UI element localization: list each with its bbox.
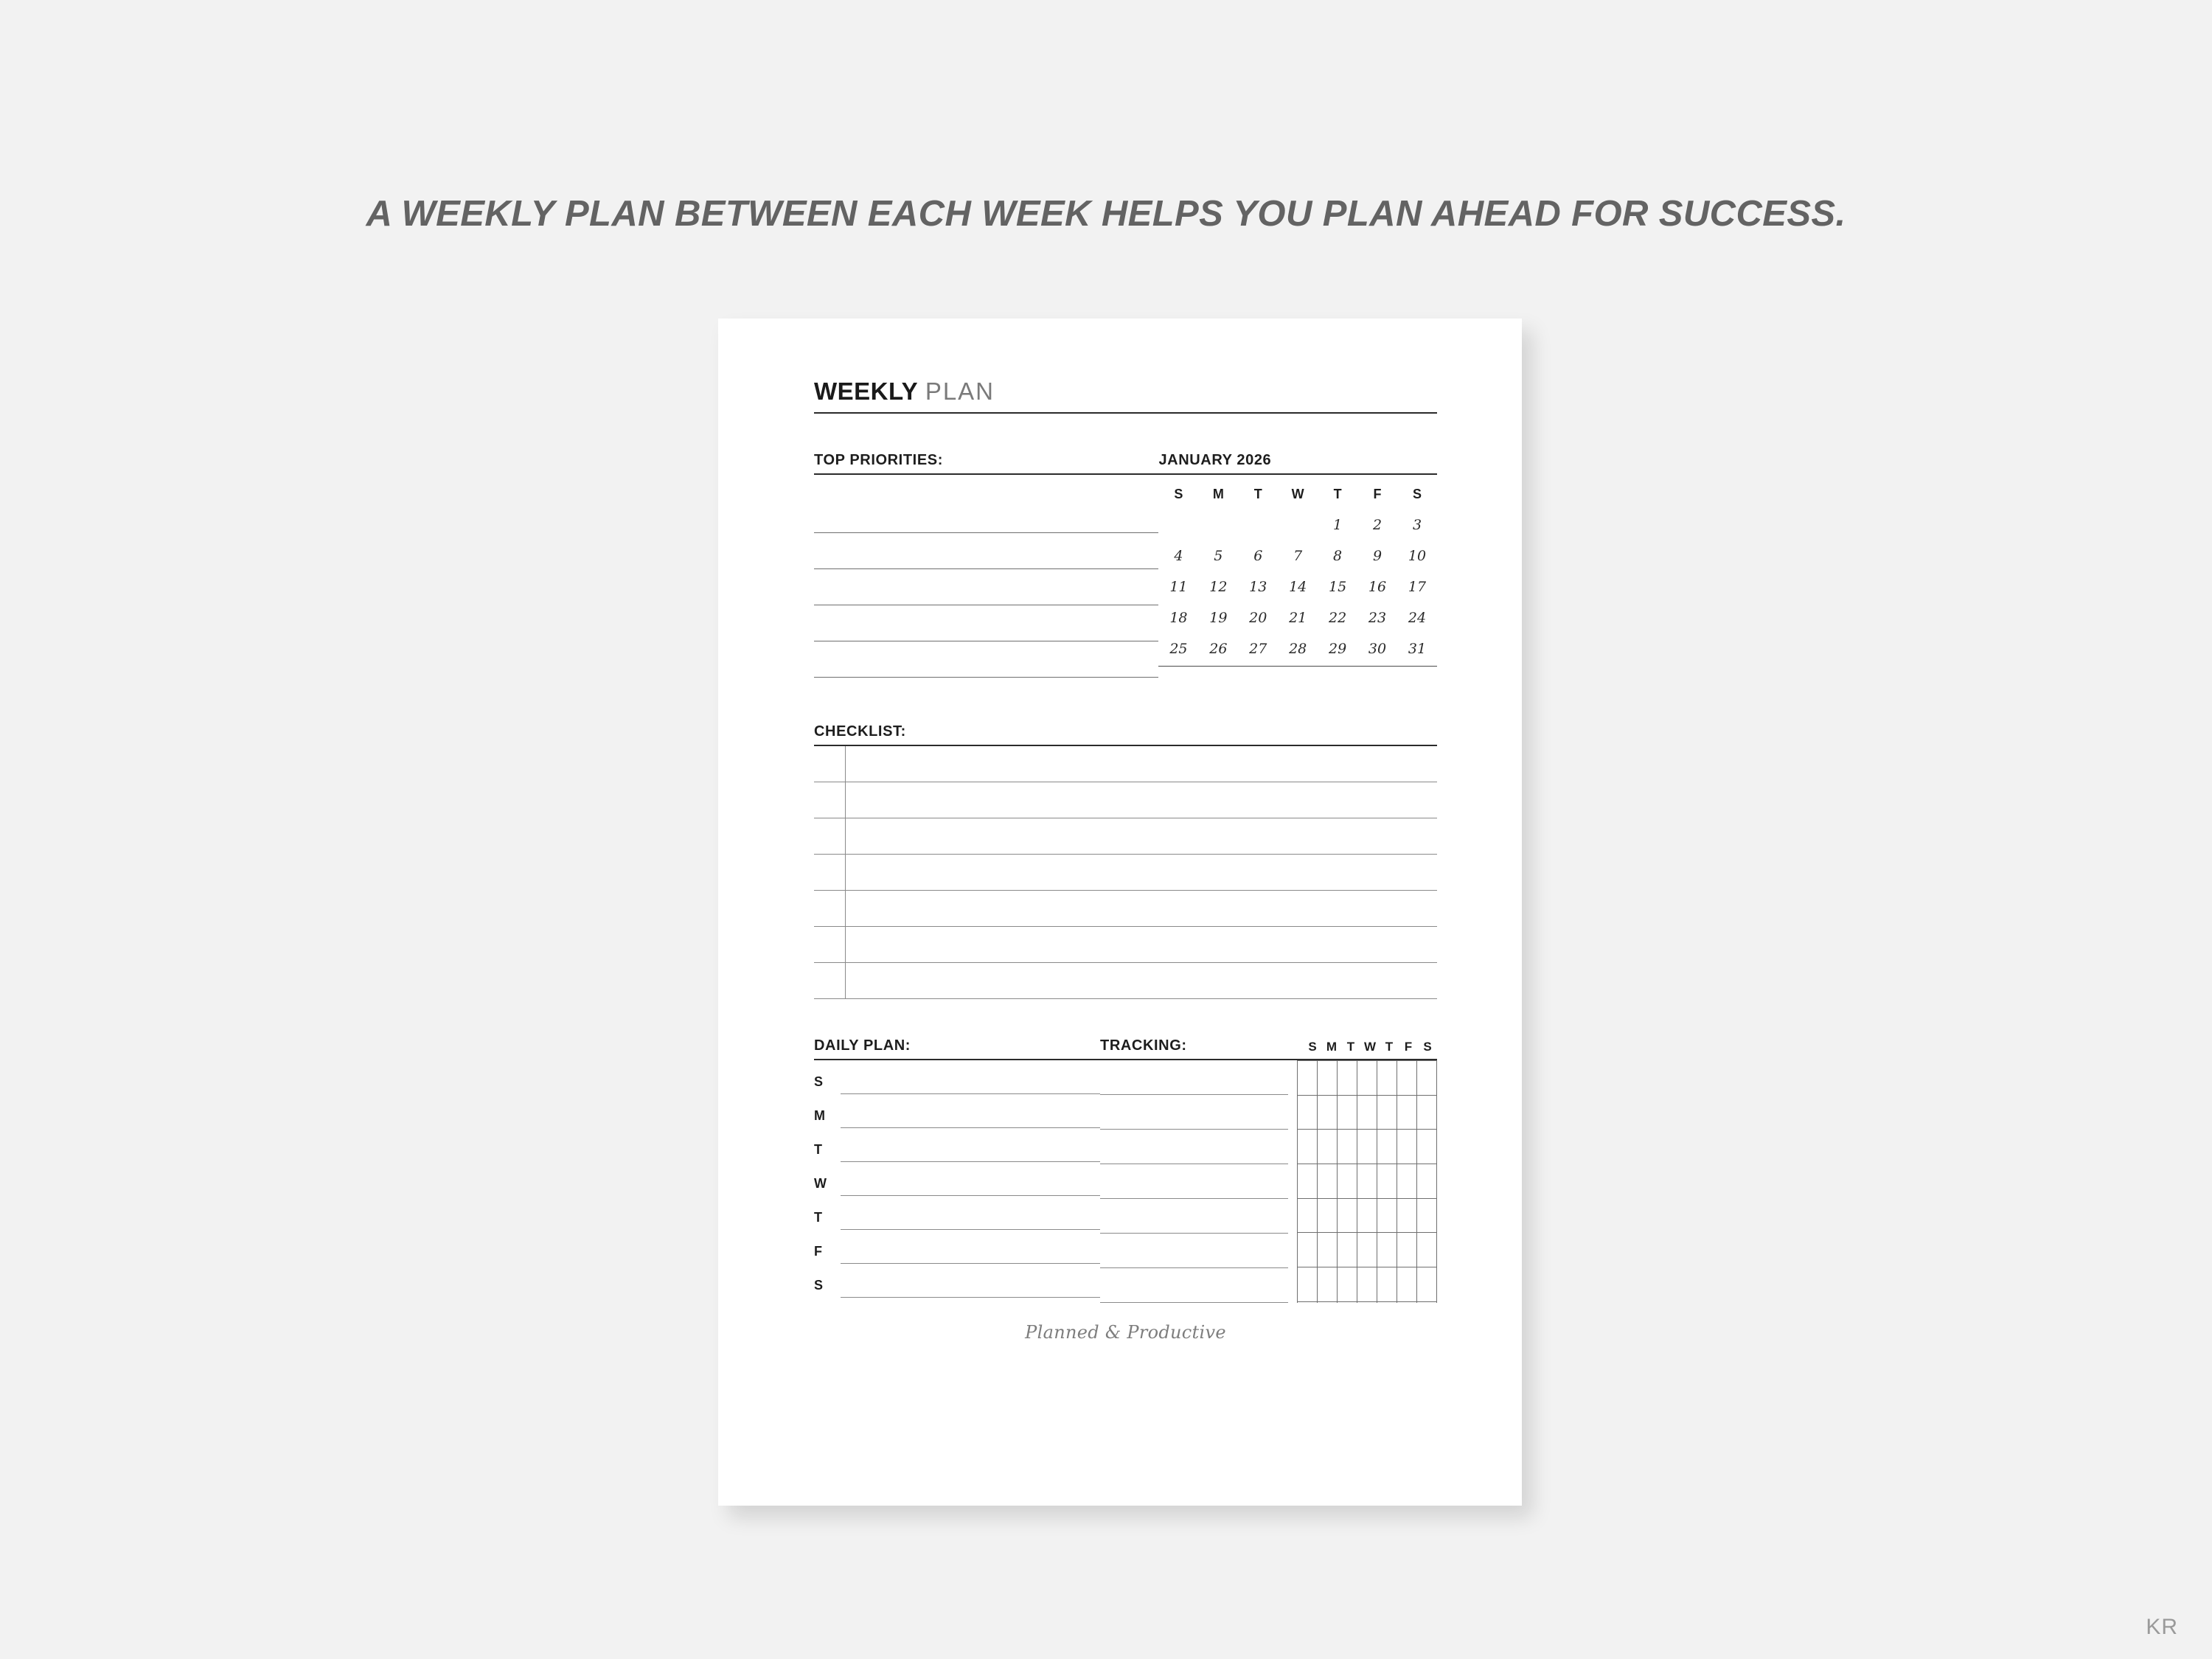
calendar-weekday: S [1412,487,1422,501]
image-watermark: KR [2146,1615,2178,1639]
tracking-cell[interactable] [1298,1130,1317,1164]
tracking-cell[interactable] [1377,1267,1397,1302]
tracking-cell[interactable] [1318,1164,1337,1199]
tracking-cell[interactable] [1377,1096,1397,1130]
checklist-section [814,723,1437,999]
tracking-cell[interactable] [1397,1061,1416,1096]
tracking-weekday: W [1363,1040,1377,1054]
tracking-cell[interactable] [1417,1267,1436,1302]
brand-footer-mark: Planned & Productive [1025,1322,1226,1343]
checklist-row[interactable] [814,927,1437,963]
tracking-weekday-headers [1303,1040,1437,1054]
tracking-cell[interactable] [1338,1233,1357,1267]
calendar-day-cell[interactable]: 22 [1329,610,1347,626]
tracking-cell[interactable] [1397,1267,1416,1302]
calendar-day-cell[interactable]: 28 [1289,641,1307,657]
priority-input-line[interactable] [814,569,1158,605]
daily-plan-day-label: S [814,1074,824,1089]
daily-plan-day-label: W [814,1176,827,1191]
tracking-weekday: T [1385,1040,1394,1054]
top-priorities-label: TOP PRIORITIES: [814,452,943,468]
calendar-weekday: T [1333,487,1342,501]
tracking-grid-column [1417,1061,1437,1303]
tracking-cell[interactable] [1417,1233,1436,1267]
tracking-header [1100,1037,1437,1060]
tracking-cell[interactable] [1298,1233,1317,1267]
bottom-row [814,1037,1437,1303]
tracking-cell[interactable] [1417,1096,1436,1130]
checklist-row[interactable] [814,855,1437,891]
calendar-day-cell[interactable]: 3 [1412,517,1422,533]
tracking-body [1100,1060,1437,1303]
daily-plan-input-line[interactable] [841,1093,1100,1128]
daily-plan-row[interactable] [814,1196,1100,1230]
calendar-weekday: S [1174,487,1183,501]
tracking-cell[interactable] [1338,1199,1357,1234]
top-priorities-section [814,452,1158,678]
calendar-day-cell[interactable]: 20 [1249,610,1267,626]
tracking-cell[interactable] [1338,1130,1357,1164]
daily-plan-day-label: F [814,1244,822,1259]
calendar-weekday: W [1291,487,1304,501]
daily-plan-input-line[interactable] [841,1263,1100,1298]
tracking-habit-line[interactable] [1100,1234,1288,1268]
daily-plan-row[interactable] [814,1094,1100,1128]
calendar-day-cell[interactable]: 9 [1372,548,1382,564]
daily-plan-header [814,1037,1100,1060]
calendar-day-cell[interactable]: 10 [1408,548,1427,564]
tracking-cell[interactable] [1338,1061,1357,1096]
tracking-cell[interactable] [1377,1130,1397,1164]
checklist-header [814,723,1437,746]
tracking-grid-column [1318,1061,1338,1303]
planner-content [814,378,1437,1343]
calendar-day-cell[interactable]: 31 [1408,641,1427,657]
page-title-light: PLAN [925,378,995,405]
calendar-day-cell[interactable]: 27 [1249,641,1267,657]
daily-plan-row[interactable] [814,1128,1100,1162]
daily-plan-input-line[interactable] [841,1195,1100,1230]
tracking-weekday: T [1346,1040,1355,1054]
calendar-day-cell[interactable]: 11 [1169,579,1188,595]
priority-input-line[interactable] [814,641,1158,678]
tracking-cell[interactable] [1357,1199,1377,1234]
calendar-day-cell[interactable]: 2 [1372,517,1382,533]
calendar-weekday: F [1373,487,1382,501]
calendar-weekday: T [1253,487,1262,501]
tracking-habit-line[interactable] [1100,1095,1288,1130]
daily-plan-day-label: S [814,1278,824,1293]
page-title [814,378,1437,414]
tracking-cell[interactable] [1417,1199,1436,1234]
tracking-cell[interactable] [1318,1096,1337,1130]
calendar-day-cell[interactable]: 19 [1209,610,1228,626]
tracking-section [1100,1037,1437,1303]
top-priorities-header [814,452,1158,475]
tracking-cell[interactable] [1417,1130,1436,1164]
daily-plan-row[interactable] [814,1060,1100,1094]
daily-plan-input-line[interactable] [841,1161,1100,1196]
daily-plan-input-line[interactable] [841,1229,1100,1264]
tracking-habit-line[interactable] [1100,1130,1288,1164]
tracking-cell[interactable] [1397,1164,1416,1199]
tracking-cell[interactable] [1397,1199,1416,1234]
calendar-day-cell[interactable]: 14 [1289,579,1307,595]
tracking-weekday: M [1326,1040,1338,1054]
tracking-cell[interactable] [1417,1061,1436,1096]
tracking-weekday: S [1423,1040,1432,1054]
calendar-day-cell[interactable]: 24 [1408,610,1427,626]
tracking-cell[interactable] [1377,1061,1397,1096]
tracking-cell[interactable] [1318,1233,1337,1267]
calendar-week-row [1158,540,1437,571]
tracking-cell[interactable] [1318,1267,1337,1302]
calendar-day-cell[interactable]: 7 [1293,548,1303,564]
calendar-day-cell[interactable]: 18 [1169,610,1188,626]
tracking-cell[interactable] [1357,1267,1377,1302]
calendar-day-cell[interactable]: 8 [1333,548,1343,564]
daily-plan-day-label: T [814,1210,822,1225]
tracking-cell[interactable] [1338,1096,1357,1130]
top-row [814,452,1437,678]
calendar-day-cell[interactable]: 16 [1368,579,1387,595]
checklist-label: CHECKLIST: [814,723,906,740]
calendar-day-cell[interactable]: 1 [1333,517,1343,533]
page-title-bold: WEEKLY [814,378,919,405]
planner-page [718,319,1522,1506]
priority-input-line[interactable] [814,497,1158,533]
checklist-row[interactable] [814,782,1437,818]
tracking-cell[interactable] [1377,1164,1397,1199]
tracking-cell[interactable] [1298,1096,1317,1130]
calendar-bottom-rule [1158,666,1437,667]
tracking-cell[interactable] [1338,1164,1357,1199]
calendar-day-cell[interactable]: 25 [1169,641,1188,657]
calendar-day-cell[interactable]: 13 [1249,579,1267,595]
tracking-grid-column [1397,1061,1417,1303]
tracking-grid-column [1298,1061,1318,1303]
tracking-cell[interactable] [1318,1061,1337,1096]
calendar-day-cell[interactable]: 30 [1368,641,1387,657]
calendar-day-cell[interactable]: 26 [1209,641,1228,657]
tracking-cell[interactable] [1357,1096,1377,1130]
checklist-row[interactable] [814,746,1437,782]
calendar-week-row [1158,571,1437,602]
tracking-cell[interactable] [1397,1130,1416,1164]
calendar-day-cell[interactable] [1238,509,1278,540]
calendar-day-cell[interactable]: 29 [1329,641,1347,657]
tracking-cell[interactable] [1357,1233,1377,1267]
tracking-cell[interactable] [1357,1061,1377,1096]
priority-input-line[interactable] [814,533,1158,569]
daily-plan-row[interactable] [814,1162,1100,1196]
tracking-weekday: S [1308,1040,1317,1054]
tracking-cell[interactable] [1318,1199,1337,1234]
calendar-week-row [1158,602,1437,633]
calendar-week-row [1158,633,1437,664]
calendar-weekday-row [1158,482,1437,509]
month-calendar [1158,452,1437,678]
tracking-cell[interactable] [1298,1061,1317,1096]
calendar-day-cell[interactable] [1198,509,1238,540]
tracking-habit-line[interactable] [1100,1164,1288,1199]
tracking-label: TRACKING: [1100,1037,1187,1054]
daily-plan-row[interactable] [814,1230,1100,1264]
calendar-day-cell[interactable]: 5 [1214,548,1223,564]
calendar-day-cell[interactable]: 12 [1209,579,1228,595]
daily-plan-input-line[interactable] [841,1060,1100,1094]
tracking-cell[interactable] [1397,1096,1416,1130]
calendar-day-cell[interactable]: 4 [1174,548,1183,564]
daily-plan-day-label: M [814,1108,825,1123]
priority-input-line[interactable] [814,605,1158,641]
tracking-habit-lines [1100,1060,1297,1303]
tracking-cell[interactable] [1357,1164,1377,1199]
checklist-row[interactable] [814,963,1437,999]
tracking-habit-line[interactable] [1100,1060,1288,1095]
tracking-cell[interactable] [1377,1233,1397,1267]
tracking-cell[interactable] [1298,1267,1317,1302]
checklist-row[interactable] [814,818,1437,855]
checklist-row[interactable] [814,891,1437,927]
checklist-checkbox-column-divider [845,746,846,999]
calendar-day-cell[interactable] [1278,509,1318,540]
daily-plan-section [814,1037,1100,1303]
daily-plan-input-line[interactable] [841,1127,1100,1162]
calendar-month-title: JANUARY 2026 [1158,452,1437,475]
calendar-day-cell[interactable]: 23 [1368,610,1387,626]
tracking-cell[interactable] [1298,1164,1317,1199]
calendar-day-cell[interactable]: 17 [1408,579,1427,595]
calendar-day-cell[interactable]: 15 [1329,579,1347,595]
daily-plan-rows [814,1060,1100,1298]
tracking-cell[interactable] [1338,1267,1357,1302]
tracking-grid-column [1338,1061,1357,1303]
tracking-cell[interactable] [1377,1199,1397,1234]
daily-plan-day-label: T [814,1142,822,1157]
tracking-grid-column [1377,1061,1397,1303]
calendar-week-row [1158,509,1437,540]
calendar-day-cell[interactable]: 21 [1289,610,1307,626]
calendar-weekday: M [1212,487,1224,501]
tracking-cell[interactable] [1357,1130,1377,1164]
tracking-cell[interactable] [1417,1164,1436,1199]
daily-plan-label: DAILY PLAN: [814,1037,911,1054]
checklist-rows [814,746,1437,999]
top-priorities-lines [814,497,1158,678]
promo-banner-text: A WEEKLY PLAN BETWEEN EACH WEEK HELPS YOU PLAN AHEAD FOR SUCCESS. [366,194,1846,234]
tracking-cell[interactable] [1298,1199,1317,1234]
tracking-weekday: F [1404,1040,1413,1054]
daily-plan-row[interactable] [814,1264,1100,1298]
calendar-day-cell[interactable]: 6 [1253,548,1263,564]
tracking-habit-line[interactable] [1100,1199,1288,1234]
tracking-grid-column [1357,1061,1377,1303]
tracking-habit-line[interactable] [1100,1268,1288,1303]
tracking-cell[interactable] [1318,1130,1337,1164]
calendar-table [1158,482,1437,664]
tracking-grid [1297,1060,1437,1303]
calendar-day-cell[interactable] [1158,509,1198,540]
tracking-cell[interactable] [1397,1233,1416,1267]
